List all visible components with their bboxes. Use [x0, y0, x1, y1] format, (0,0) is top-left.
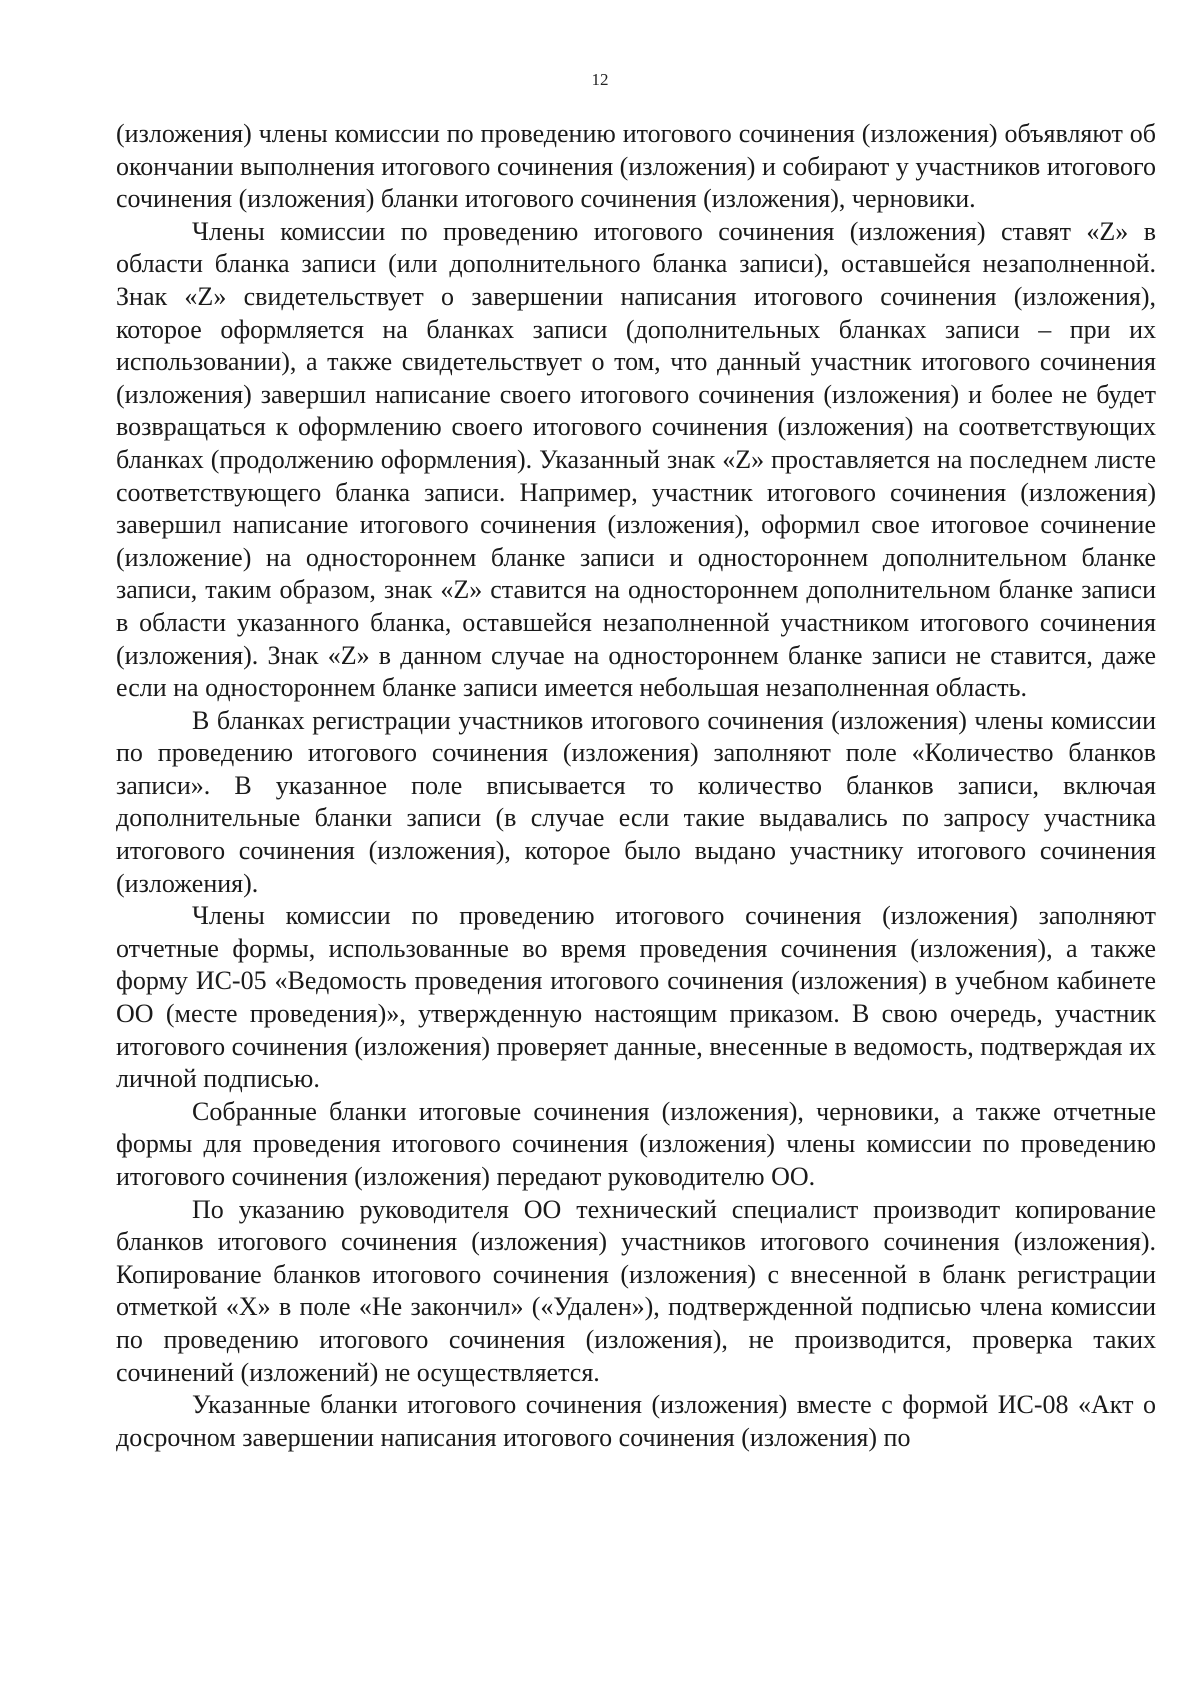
- paragraph-7: Указанные бланки итогового сочинения (изложения) вместе с формой ИС-08 «Акт о досрочном завершении написания итогового сочинения (изложения) по: [116, 1390, 1156, 1452]
- paragraph-4: Члены комиссии по проведению итогового сочинения (изложения) заполняют отчетные формы, использованные во время проведения сочинения (изложения), а также форму ИС-05 «Ведомость проведения итогового сочинения (изложения) в учебном кабинете ОО (месте проведения)», утвержденную настоящим приказом. В свою очередь, участник итогового сочинения (изложения) проверяет данные, внесенные в ведомость, подтверждая их личной подписью.: [116, 901, 1156, 1094]
- document-body: [116, 118, 1156, 1454]
- paragraph-1: (изложения) члены комиссии по проведению итогового сочинения (изложения) объявляют об окончании выполнения итогового сочинения (изложения) и собирают у участников итогового сочинения (изложения) бланки итогового сочинения (изложения), черновики.: [116, 119, 1156, 214]
- paragraph-2: Члены комиссии по проведению итогового сочинения (изложения) ставят «Z» в области бланка записи (или дополнительного бланка записи), оставшейся незаполненной. Знак «Z» свидетельствует о завершении написания итогового сочинения (изложения), которое оформляется на бланках записи (дополнительных бланках записи – при их использовании), а также свидетельствует о том, что данный участник итогового сочинения (изложения) завершил написание своего итогового сочинения (изложения) и более не будет возвращаться к оформлению своего итогового сочинения (изложения) на соответствующих бланках (продолжению оформления). Указанный знак «Z» проставляется на последнем листе соответствующего бланка записи. Например, участник итогового сочинения (изложения) завершил написание итогового сочинения (изложения), оформил свое итоговое сочинение (изложение) на одностороннем бланке записи и одностороннем дополнительном бланке записи, таким образом, знак «Z» ставится на одностороннем дополнительном бланке записи в области указанного бланка, оставшейся незаполненной участником итогового сочинения (изложения). Знак «Z» в данном случае на одностороннем бланке записи не ставится, даже если на одностороннем бланке записи имеется небольшая незаполненная область.: [116, 216, 1156, 703]
- page-number: 12: [591, 70, 609, 89]
- paragraph-3: В бланках регистрации участников итогового сочинения (изложения) члены комиссии по проведению итогового сочинения (изложения) заполняют поле «Количество бланков записи». В указанное поле вписывается то количество бланков записи, включая дополнительные бланки записи (в случае если такие выдавались по запросу участника итогового сочинения (изложения), которое было выдано участнику итогового сочинения (изложения).: [116, 705, 1156, 898]
- paragraph-5: Собранные бланки итоговые сочинения (изложения), черновики, а также отчетные формы для проведения итогового сочинения (изложения) члены комиссии по проведению итогового сочинения (изложения) передают руководителю ОО.: [116, 1096, 1156, 1191]
- paragraph-6: По указанию руководителя ОО технический специалист производит копирование бланков итогового сочинения (изложения) участников итогового сочинения (изложения). Копирование бланков итогового сочинения (изложения) с внесенной в бланк регистрации отметкой «X» в поле «Не закончил» («Удален»), подтвержденной подписью члена комиссии по проведению итогового сочинения (изложения), не производится, проверка таких сочинений (изложений) не осуществляется.: [116, 1194, 1156, 1387]
